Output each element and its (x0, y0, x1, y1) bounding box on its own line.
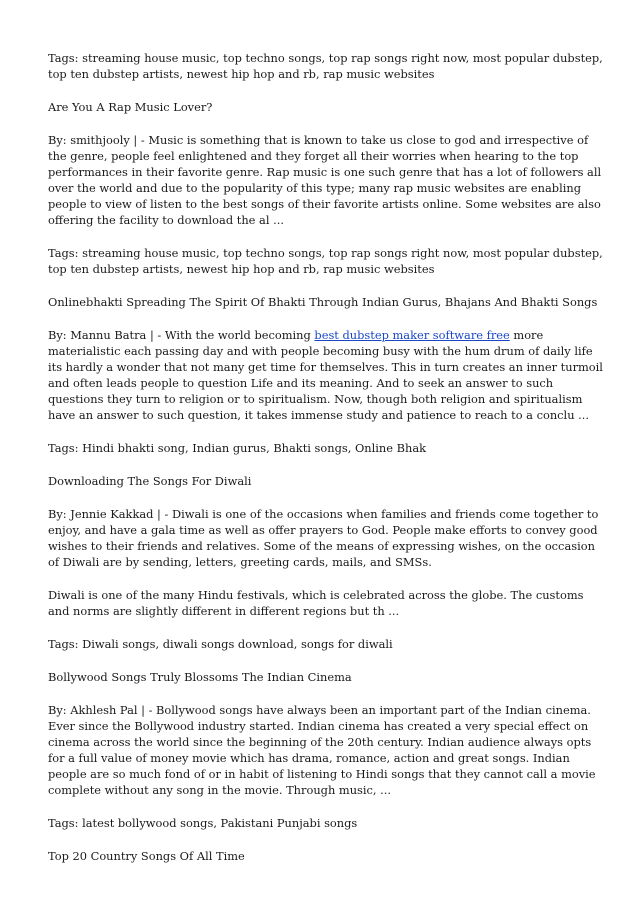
article-title: Top 20 Country Songs Of All Time (48, 849, 245, 863)
summary-text-after-link: more materialistic each passing day and with people becoming busy with the hum drum of daily life its hardly a wonder that not many get time for themselves. This in turn creates an inner turmoil and often leads people to question Life and its meaning. And to seek an answer to such questions they turn to religion or to spiritualism. Now, though both religion and spiritualism have an answer to such question, it takes immense study and patience to reach to a conclu ... (48, 328, 603, 422)
summary-text-before-link: By: Mannu Batra | - With the world becoming (48, 328, 315, 342)
article-title: Are You A Rap Music Lover? (48, 100, 213, 114)
article-summary: By: Akhlesh Pal | - Bollywood songs have always been an important part of the Indian cinema. Ever since the Bollywood industry started. Indian cinema has created a very special effect on cinema across the world since the beginning of the 20th century. Indian audience always opts for a full value of money movie which has drama, romance, action and great songs. Indian people are so much fond of or in habit of listening to Hindi songs that they cannot call a movie complete without any song in the movie. Through music, ... (48, 703, 596, 797)
article-summary: By: smithjooly | - Music is something that is known to take us close to god and irrespective of the genre, people feel enlightened and they forget all their worries when hearing to the top performances in their favorite genre. Rap music is one such genre that has a lot of followers all over the world and due to the popularity of this type; many rap music websites are enabling people to view of listen to the best songs of their favorite artists online. Some websites are also offering the facility to download the al ... (48, 133, 602, 227)
tags-line: Tags: latest bollywood songs, Pakistani Punjabi songs (48, 816, 358, 830)
tags-line: Tags: streaming house music, top techno songs, top rap songs right now, most popular dubstep, top ten dubstep artists, newest hip hop and rb, rap music websites (48, 246, 603, 276)
article-title: Bollywood Songs Truly Blossoms The Indian Cinema (48, 670, 352, 684)
article-summary: By: Jennie Kakkad | - Diwali is one of the occasions when families and friends come together to enjoy, and have a gala time as well as offer prayers to God. People make efforts to convey good wishes to their friends and relatives. Some of the means of expressing wishes, on the occasion of Diwali are by sending, letters, greeting cards, mails, and SMSs. (48, 507, 599, 569)
tags-line: Tags: Hindi bhakti song, Indian gurus, Bhakti songs, Online Bhak (48, 441, 427, 455)
inline-link[interactable]: best dubstep maker software free (314, 328, 510, 342)
document-page (48, 50, 603, 881)
article-paragraph: Diwali is one of the many Hindu festivals, which is celebrated across the globe. The customs and norms are slightly different in different regions but th ... (48, 588, 584, 618)
tags-line: Tags: Diwali songs, diwali songs download, songs for diwali (48, 637, 393, 651)
article-summary (48, 327, 603, 423)
article-title: Onlinebhakti Spreading The Spirit Of Bhakti Through Indian Gurus, Bhajans And Bhakti Songs (48, 295, 598, 309)
tags-line: Tags: streaming house music, top techno songs, top rap songs right now, most popular dubstep, top ten dubstep artists, newest hip hop and rb, rap music websites (48, 51, 603, 81)
article-title: Downloading The Songs For Diwali (48, 474, 252, 488)
